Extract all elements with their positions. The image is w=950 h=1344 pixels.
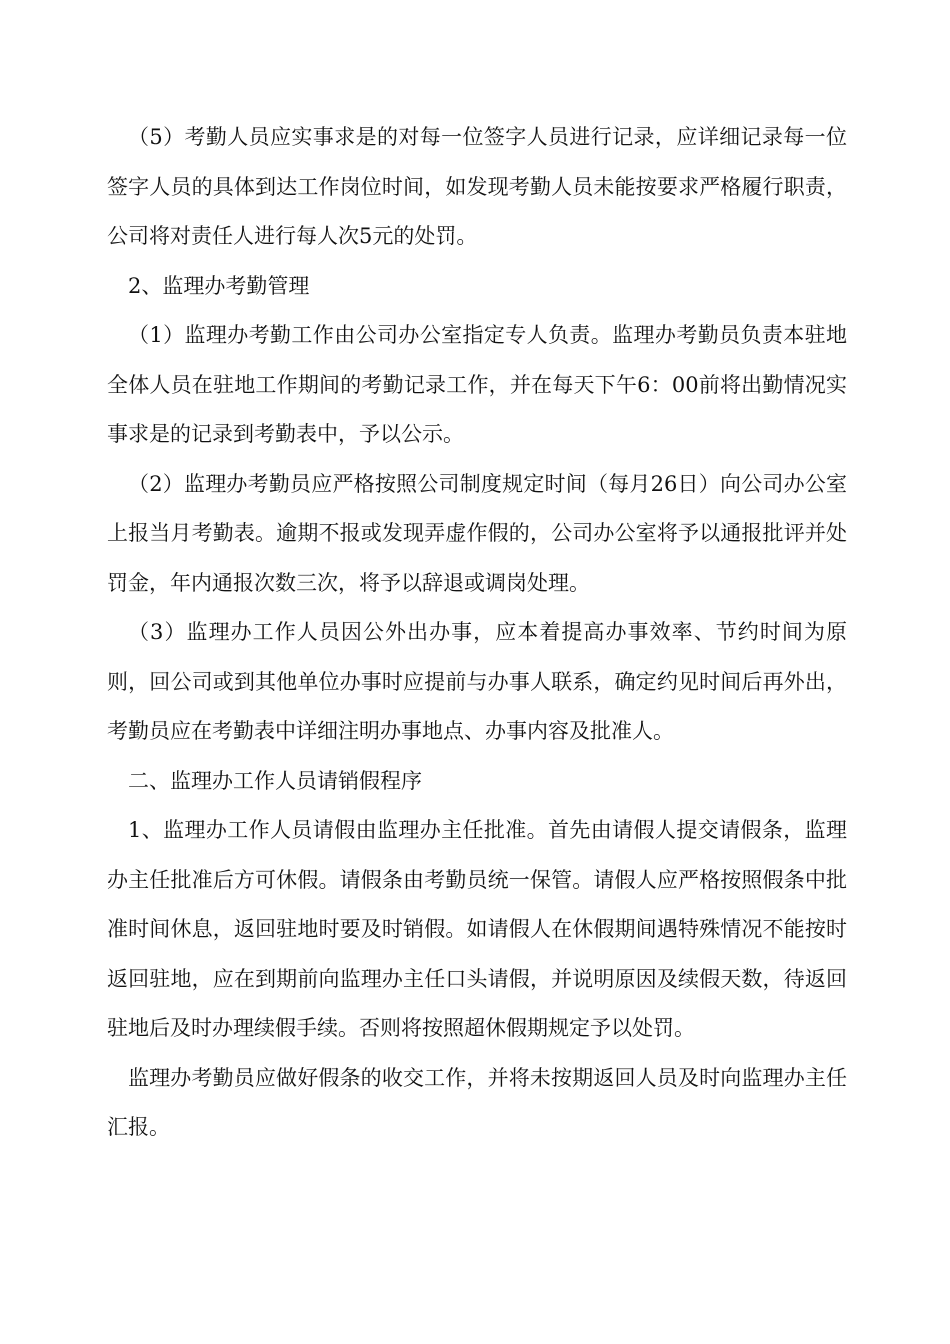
- heading-supervision-attendance: 2、监理办考勤管理: [128, 273, 310, 298]
- paragraph-attendance-recording: （5）考勤人员应实事求是的对每一位签字人员进行记录，应详细记录每一位签字人员的具体到达工作岗位时间，如发现考勤人员未能按要求严格履行职责，公司将对责任人进行每人次5元的处罚。: [107, 125, 847, 248]
- paragraph-leave-approval: 1、监理办工作人员请假由监理办主任批准。首先由请假人提交请假条，监理办主任批准后方可休假。请假条由考勤员统一保管。请假人应严格按照假条中批准时间休息，返回驻地时要及时销假。如请假人在休假期间遇特殊情况不能按时返回驻地，应在到期前向监理办主任口头请假，并说明原因及续假天数，待返回驻地后及时办理续假手续。否则将按照超休假期规定予以处罚。: [107, 818, 847, 1040]
- paragraph-attendance-officer: （1）监理办考勤工作由公司办公室指定专人负责。监理办考勤员负责本驻地全体人员在驻地工作期间的考勤记录工作，并在每天下午6：00前将出勤情况实事求是的记录到考勤表中，予以公示。: [107, 323, 847, 446]
- paragraph-leave-slip-collection: 监理办考勤员应做好假条的收交工作，并将未按期返回人员及时向监理办主任汇报。: [107, 1065, 847, 1139]
- paragraph-business-outing: （3）监理办工作人员因公外出办事，应本着提高办事效率、节约时间为原则，回公司或到其他单位办事时应提前与办事人联系，确定约见时间后再外出，考勤员应在考勤表中详细注明办事地点、办事内容及批准人。: [107, 620, 847, 743]
- heading-leave-procedure: 二、监理办工作人员请销假程序: [128, 768, 422, 793]
- document-body: [107, 113, 847, 1153]
- paragraph-monthly-report: （2）监理办考勤员应严格按照公司制度规定时间（每月26日）向公司办公室上报当月考勤表。逾期不报或发现弄虚作假的，公司办公室将予以通报批评并处罚金，年内通报次数三次，将予以辞退或调岗处理。: [107, 471, 847, 595]
